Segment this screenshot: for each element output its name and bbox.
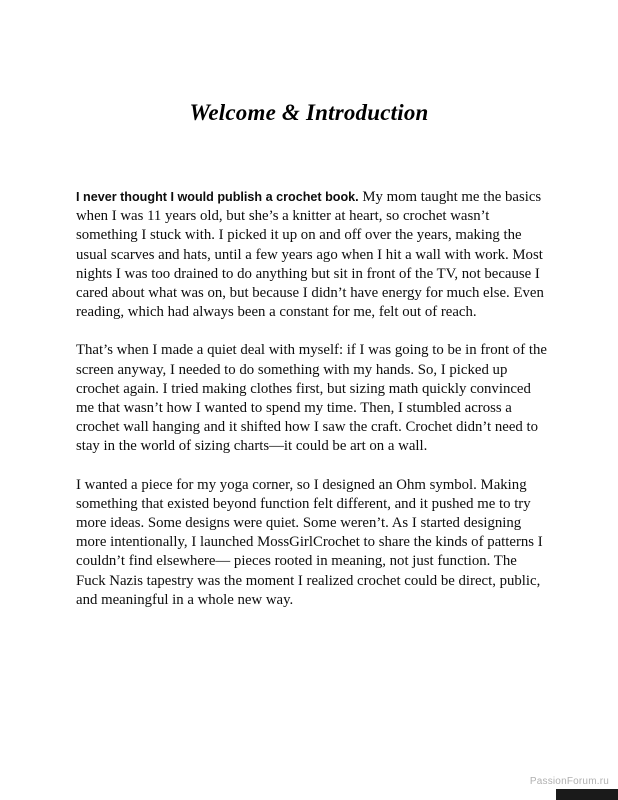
page-title: Welcome & Introduction [189,100,429,125]
paragraph-intro-lead: I never thought I would publish a crochet book. [76,190,359,204]
body-text-block [76,188,548,629]
paragraph-yoga: I wanted a piece for my yoga corner, so I designed an Ohm symbol. Making something that existed beyond function felt different, and it pushed me to try more ideas. Some designs were quiet. Some weren’t. As I started designing more intentionally, I launched MossGirlCrochet to share the kinds of patterns I couldn’t find elsewhere— pieces rooted in meaning, not just function. The Fuck Nazis tapestry was the moment I realized crochet could be direct, public, and meaningful in a whole new way. [76,476,543,608]
paragraph-intro-body: My mom taught me the basics when I was 11 years old, but she’s a knitter at heart, so crochet wasn’t something I stuck with. I picked it up on and off over the years, making the usual scarves and hats, until a few years ago when I hit a wall with work. Most nights I was too drained to do anything but sit in front of the TV, not because I cared about what was on, but because I didn’t have energy for much else. Even reading, which had always been a constant for me, felt out of reach. [76,189,544,321]
corner-thumbnail-image [556,789,618,800]
watermark-text: PassionForum.ru [529,776,609,787]
paragraph-deal: That’s when I made a quiet deal with myself: if I was going to be in front of the screen anyway, I needed to do something with my hands. So, I picked up crochet again. I tried making clothes first, but sizing math quickly convinced me that wasn’t how I wanted to spend my time. Then, I stumbled across a crochet wall hanging and it shifted how I saw the craft. Crochet didn’t need to stay in the world of sizing charts—it could be art on a wall. [76,342,547,455]
paragraph-intro [76,188,548,322]
